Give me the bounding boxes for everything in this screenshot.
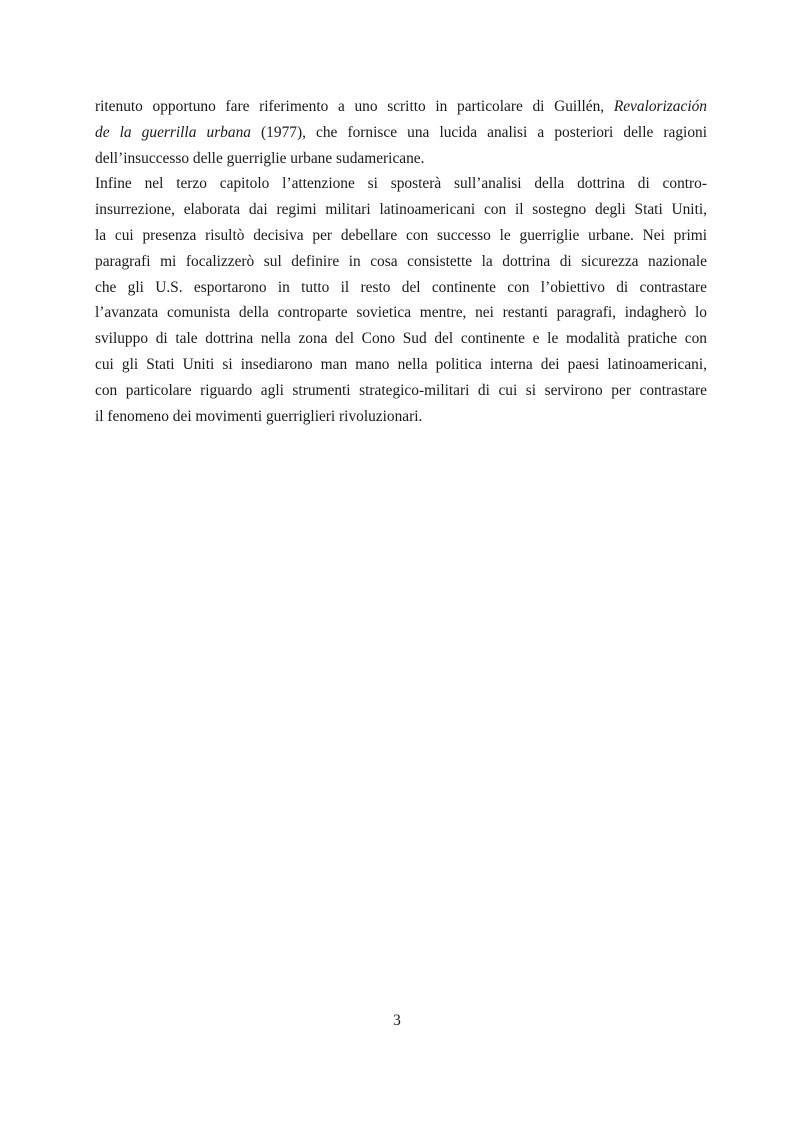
paragraph-2-line: paragrafi mi focalizzerò sul definire in cosa consistette la dottrina di sicurezza nazionale <box>95 252 707 270</box>
book-title-italic: de la guerrilla urbana <box>95 123 251 141</box>
paragraph-1 <box>95 94 707 171</box>
paragraph-2-line: cui gli Stati Uniti si insediarono man mano nella politica interna dei paesi latinoamericani, <box>95 355 707 373</box>
body-text <box>95 94 707 429</box>
text-span: (1977), che fornisce una lucida analisi a posteriori delle ragioni <box>250 123 707 141</box>
paragraph-2-line: l’avanzata comunista della controparte sovietica mentre, nei restanti paragrafi, indagherò lo <box>95 304 707 322</box>
paragraph-2-line: insurrezione, elaborata dai regimi militari latinoamericani con il sostegno degli Stati Uniti, <box>95 201 707 219</box>
paragraph-2 <box>95 171 707 429</box>
paragraph-2-line: il fenomeno dei movimenti guerriglieri rivoluzionari. <box>95 407 423 425</box>
paragraph-2-line: sviluppo di tale dottrina nella zona del Cono Sud del continente e le modalità pratiche con <box>95 330 707 348</box>
paragraph-2-line: Infine nel terzo capitolo l’attenzione si sposterà sull’analisi della dottrina di contro- <box>95 175 707 193</box>
paragraph-2-line: la cui presenza risultò decisiva per debellare con successo le guerriglie urbane. Nei primi <box>95 226 707 244</box>
paragraph-1-line-1 <box>95 94 707 120</box>
page-number: 3 <box>393 1012 401 1029</box>
paragraph-2-line: con particolare riguardo agli strumenti strategico-militari di cui si servirono per contrastare <box>95 381 707 399</box>
paragraph-1-line-2 <box>95 120 707 146</box>
book-title-italic: Revalorización <box>613 98 707 115</box>
paragraph-2-line: che gli U.S. esportarono in tutto il resto del continente con l’obiettivo di contrastare <box>95 278 707 296</box>
text-span: ritenuto opportuno fare riferimento a uno scritto in particolare di Guillén, <box>95 98 614 115</box>
paragraph-1-line-3: dell’insuccesso delle guerriglie urbane sudamericane. <box>95 149 425 167</box>
